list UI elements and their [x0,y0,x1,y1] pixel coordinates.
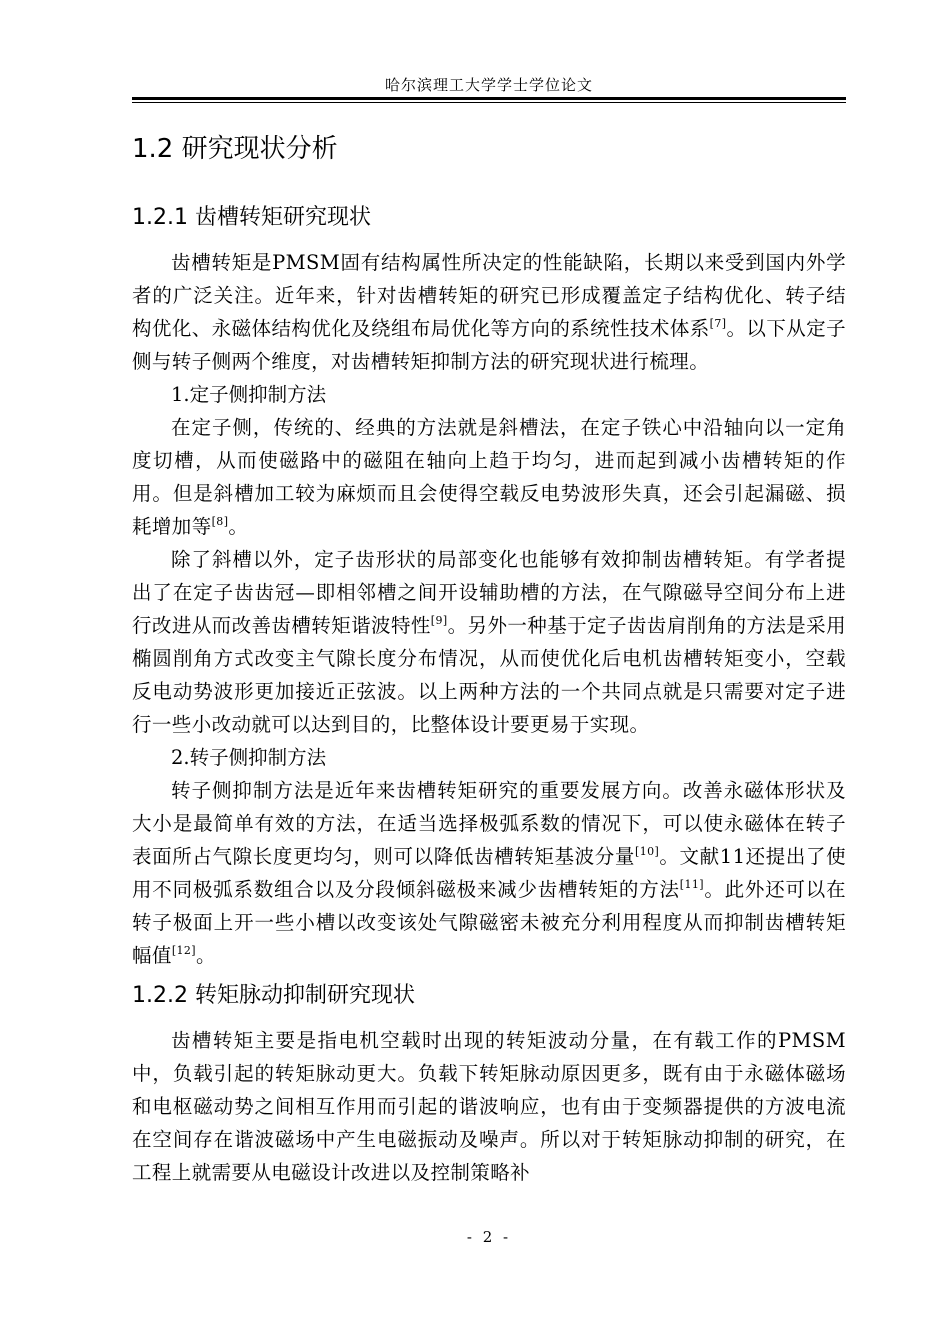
text-run: 。此外还可以在转子极面上开一些小槽以改变该处气隙磁密未被充分利用程度从而抑制齿槽转矩幅值 [132,878,846,967]
citation: [12] [171,943,196,957]
subsection-heading-1: 1.2.1 齿槽转矩研究现状 [132,205,371,230]
text-run: 。文献11还提出了使用不同极弧系数组合以及分段倾斜磁极来减少齿槽转矩的方法 [132,845,846,901]
section-heading: 1.2 研究现状分析 [132,134,338,164]
list-item-rotor: 2.转子侧抑制方法 [171,746,327,769]
running-header: 哈尔滨理工大学学士学位论文 [384,76,593,94]
paragraph-rotor-methods [132,774,846,972]
page-number: - 2 - [466,1228,512,1246]
subsection-heading-2: 1.2.2 转矩脉动抑制研究现状 [132,983,415,1008]
text-run: 。以下从定子侧与转子侧两个维度，对齿槽转矩抑制方法的研究现状进行梳理。 [132,317,846,373]
paragraph-cogging-intro [132,246,846,378]
citation: [7] [709,316,727,330]
list-item-stator: 1.定子侧抑制方法 [171,383,327,406]
header-rule-thick [132,97,846,100]
text-run: 转子侧抑制方法是近年来齿槽转矩研究的重要发展方向。改善永磁体形状及大小是最简单有效的方法，在适当选择极弧系数的情况下，可以使永磁体在转子表面所占气隙长度更均匀，则可以降低齿槽转矩基波分量 [132,779,846,868]
citation: [11] [679,877,704,891]
text-run: 在定子侧，传统的、经典的方法就是斜槽法，在定子铁心中沿轴向以一定角度切槽，从而使磁路中的磁阻在轴向上趋于均匀，进而起到减小齿槽转矩的作用。但是斜槽加工较为麻烦而且会使得空载反电势波形失真，还会引起漏磁、损耗增加等 [132,416,846,538]
header-rule-thin [132,102,846,103]
text-run: 。另外一种基于定子齿齿肩削角的方法是采用椭圆削角方式改变主气隙长度分布情况，从而使优化后电机齿槽转矩变小，空载反电动势波形更加接近正弦波。以上两种方法的一个共同点就是只需要对定子进行一些小改动就可以达到目的，比整体设计要更易于实现。 [132,614,846,736]
text-run: 齿槽转矩是PMSM固有结构属性所决定的性能缺陷，长期以来受到国内外学者的广泛关注。近年来，针对齿槽转矩的研究已形成覆盖定子结构优化、转子结构优化、永磁体结构优化及绕组布局优化等方向的系统性技术体系 [132,251,846,340]
text-run: 除了斜槽以外，定子齿形状的局部变化也能够有效抑制齿槽转矩。有学者提出了在定子齿齿冠—即相邻槽之间开设辅助槽的方法，在气隙磁导空间分布上进行改进从而改善齿槽转矩谐波特性 [132,548,846,637]
paragraph-skewed-slot [132,411,846,543]
citation: [9] [430,613,448,627]
page-body [132,124,846,1189]
paragraph-torque-ripple: 齿槽转矩主要是指电机空载时出现的转矩波动分量，在有载工作的PMSM中，负载引起的转矩脉动更大。负载下转矩脉动原因更多，既有由于永磁体磁场和电枢磁动势之间相互作用而引起的谐波响应，也有由于变频器提供的方波电流在空间存在谐波磁场中产生电磁振动及噪声。所以对于转矩脉动抑制的研究，在工程上就需要从电磁设计改进以及控制策略补 [132,1029,846,1184]
citation: [10] [635,844,660,858]
citation: [8] [211,514,229,528]
text-run: 。 [228,515,249,538]
paragraph-stator-tooth [132,543,846,741]
text-run: 。 [196,944,216,967]
